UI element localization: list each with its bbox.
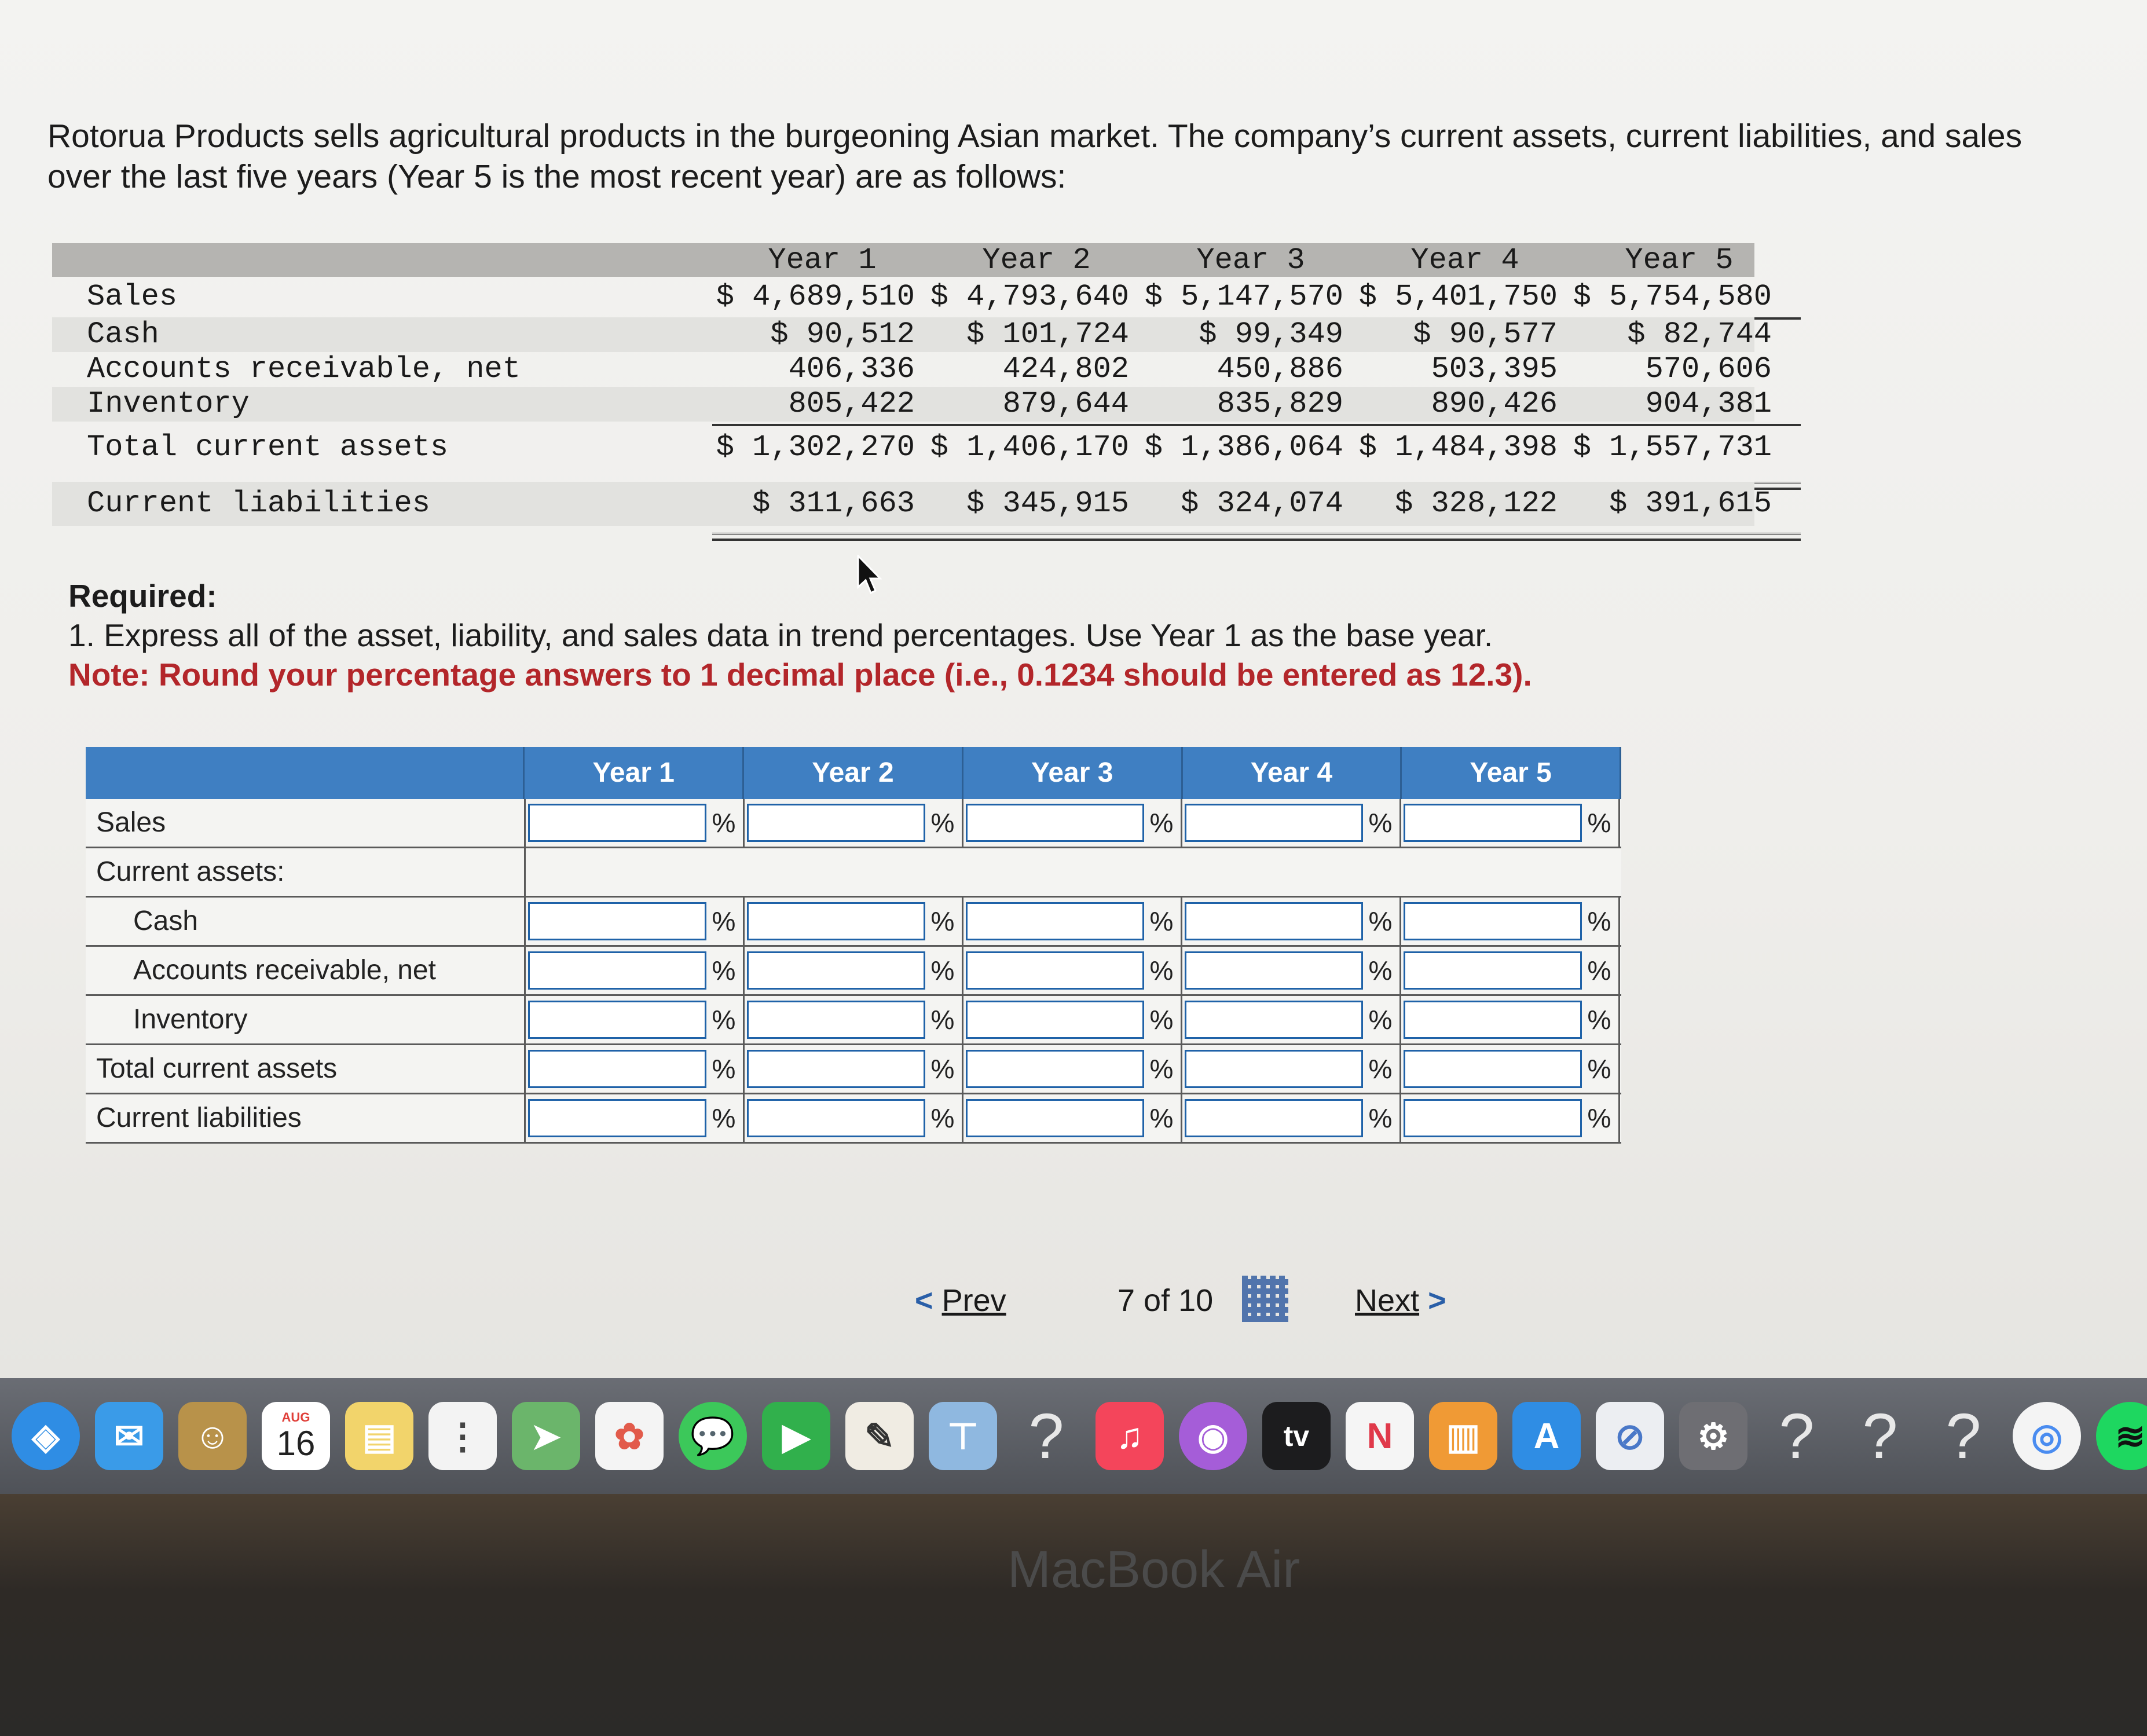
sales-year4-input[interactable] xyxy=(1185,804,1363,842)
question-position: 7 of 10 xyxy=(1118,1283,1214,1318)
grid-year-header: Year 5 xyxy=(1402,747,1621,799)
percent-label: % xyxy=(930,1054,955,1084)
grid-row-label: Cash xyxy=(86,898,526,945)
cash-year2-input[interactable] xyxy=(747,902,925,940)
percent-label: % xyxy=(1368,1054,1393,1084)
cell-value: 503,395 xyxy=(1431,352,1558,386)
cl-year1-input[interactable] xyxy=(528,1099,706,1137)
cell-value: $ 101,724 xyxy=(966,317,1129,351)
laptop-bezel xyxy=(0,1494,2147,1736)
required-heading: Required: xyxy=(68,578,217,614)
ar-year3-input[interactable] xyxy=(966,951,1144,990)
cell-value: $ 1,557,731 xyxy=(1573,430,1772,464)
grid-row-label: Inventory xyxy=(86,996,526,1043)
cell-value: $ 1,406,170 xyxy=(930,430,1129,464)
blocked-app-icon[interactable]: ⊘ xyxy=(1596,1402,1664,1470)
messages-icon[interactable]: 💬 xyxy=(679,1402,747,1470)
grid-year-header: Year 2 xyxy=(744,747,963,799)
percent-label: % xyxy=(1587,1103,1611,1133)
books-icon[interactable]: ▥ xyxy=(1429,1402,1497,1470)
data-row-sales xyxy=(52,277,1772,317)
cell-value: $ 1,484,398 xyxy=(1358,430,1558,464)
cl-year2-input[interactable] xyxy=(747,1099,925,1137)
preview-icon[interactable]: ✎ xyxy=(845,1402,914,1470)
cell-value: $ 328,122 xyxy=(1395,486,1558,521)
percent-label: % xyxy=(712,955,736,986)
data-year-header: Year 1 xyxy=(768,243,877,277)
grid-row-label: Current assets: xyxy=(86,848,526,896)
grid-year-header: Year 1 xyxy=(525,747,744,799)
cell-value: 879,644 xyxy=(1002,387,1129,421)
grid-row-accounts-receivable xyxy=(86,947,1621,996)
data-row-total-current-assets xyxy=(52,427,1772,468)
percent-label: % xyxy=(1149,808,1174,838)
cell-value: $ 345,915 xyxy=(966,486,1129,521)
inventory-year1-input[interactable] xyxy=(528,1001,706,1039)
cash-year4-input[interactable] xyxy=(1185,902,1363,940)
financial-data-table xyxy=(52,243,1772,526)
data-row-cash xyxy=(52,317,1772,352)
cl-year3-input[interactable] xyxy=(966,1099,1144,1137)
percent-label: % xyxy=(1149,906,1174,936)
tca-year2-input[interactable] xyxy=(747,1050,925,1088)
contacts-icon[interactable]: ☺ xyxy=(178,1402,247,1470)
cell-value: 835,829 xyxy=(1217,387,1343,421)
grid-row-current-assets-heading xyxy=(86,848,1621,898)
apple-tv-icon[interactable] xyxy=(1262,1402,1331,1470)
cash-year1-input[interactable] xyxy=(528,902,706,940)
percent-label: % xyxy=(930,1103,955,1133)
cell-value: 424,802 xyxy=(1002,352,1129,386)
cell-value: 890,426 xyxy=(1431,387,1558,421)
unknown-app-icon[interactable]: ? xyxy=(1946,1400,1981,1472)
grid-row-label: Current liabilities xyxy=(86,1094,526,1142)
percent-label: % xyxy=(1149,1103,1174,1133)
grid-row-cash xyxy=(86,898,1621,947)
cell-value: 450,886 xyxy=(1217,352,1343,386)
ar-year2-input[interactable] xyxy=(747,951,925,990)
system-settings-icon[interactable]: ⚙ xyxy=(1679,1402,1747,1470)
news-icon[interactable]: N xyxy=(1346,1402,1414,1470)
percent-label: % xyxy=(930,808,955,838)
cell-value: $ 1,302,270 xyxy=(716,430,915,464)
inventory-year5-input[interactable] xyxy=(1404,1001,1582,1039)
grid-header-blank xyxy=(86,747,525,799)
safari-icon[interactable]: ◈ xyxy=(12,1402,80,1470)
macos-dock xyxy=(0,1378,2147,1494)
grid-row-label: Accounts receivable, net xyxy=(86,947,526,994)
cell-value: $ 5,754,580 xyxy=(1573,280,1772,314)
cell-value: $ 324,074 xyxy=(1181,486,1343,521)
inventory-year4-input[interactable] xyxy=(1185,1001,1363,1039)
inventory-year3-input[interactable] xyxy=(966,1001,1144,1039)
device-brand-label: MacBook Air xyxy=(1007,1541,1300,1599)
table-double-rule xyxy=(712,533,1801,541)
unknown-app-icon[interactable]: ? xyxy=(1862,1400,1898,1472)
next-label: Next xyxy=(1355,1283,1420,1318)
row-label: Cash xyxy=(87,317,159,351)
grid-row-sales xyxy=(86,799,1621,848)
tca-year1-input[interactable] xyxy=(528,1050,706,1088)
intro-paragraph: Rotorua Products sells agricultural products in the burgeoning Asian market. The company’s current assets, current liabilities, and sales over the last five years (Year 5 is the most recent year) are as follows: xyxy=(47,118,2023,195)
tca-year3-input[interactable] xyxy=(966,1050,1144,1088)
notes-icon[interactable]: ▤ xyxy=(345,1402,413,1470)
prev-label: Prev xyxy=(941,1283,1006,1318)
data-table-header xyxy=(52,243,1754,277)
sales-year2-input[interactable] xyxy=(747,804,925,842)
maps-icon[interactable]: ➤ xyxy=(512,1402,580,1470)
cell-value: 805,422 xyxy=(788,387,915,421)
trend-percentage-grid xyxy=(86,747,1621,1144)
cell-value: $ 5,401,750 xyxy=(1358,280,1558,314)
spotify-icon[interactable]: ≋ xyxy=(2096,1402,2147,1470)
percent-label: % xyxy=(1368,1103,1393,1133)
cell-value: $ 99,349 xyxy=(1199,317,1343,351)
inventory-year2-input[interactable] xyxy=(747,1001,925,1039)
cell-value: $ 4,689,510 xyxy=(716,280,915,314)
chevron-right-icon: > xyxy=(1428,1283,1446,1318)
rounding-note: Note: Round your percentage answers to 1 decimal place (i.e., 0.1234 should be entered as 12.3). xyxy=(68,657,1532,693)
tca-year5-input[interactable] xyxy=(1404,1050,1582,1088)
percent-label: % xyxy=(712,906,736,936)
cell-value: $ 90,577 xyxy=(1413,317,1558,351)
data-year-header: Year 4 xyxy=(1410,243,1519,277)
calendar-month: AUG xyxy=(281,1410,310,1424)
cell-value: $ 1,386,064 xyxy=(1144,430,1343,464)
photos-icon[interactable]: ✿ xyxy=(595,1402,664,1470)
required-item: 1. Express all of the asset, liability, and sales data in trend percentages. Use Year 1 as the base year. xyxy=(68,617,1493,653)
percent-label: % xyxy=(1587,955,1611,986)
percent-label: % xyxy=(1587,808,1611,838)
cell-value: $ 311,663 xyxy=(752,486,915,521)
percent-label: % xyxy=(1149,1005,1174,1035)
mail-icon[interactable]: ✉ xyxy=(95,1402,163,1470)
percent-label: % xyxy=(1368,808,1393,838)
calendar-icon[interactable] xyxy=(262,1402,330,1470)
tca-year4-input[interactable] xyxy=(1185,1050,1363,1088)
sales-year1-input[interactable] xyxy=(528,804,706,842)
cell-value: 570,606 xyxy=(1645,352,1772,386)
cell-value: $ 5,147,570 xyxy=(1144,280,1343,314)
next-button[interactable] xyxy=(1355,1283,1494,1319)
data-year-header: Year 3 xyxy=(1196,243,1305,277)
grid-row-label: Total current assets xyxy=(86,1045,526,1093)
prev-button[interactable] xyxy=(915,1283,1042,1319)
data-row-inventory xyxy=(52,387,1772,422)
percent-label: % xyxy=(1368,955,1393,986)
app-store-icon[interactable]: A xyxy=(1512,1402,1581,1470)
cell-value: 406,336 xyxy=(788,352,915,386)
music-icon[interactable]: ♫ xyxy=(1096,1402,1164,1470)
sales-year5-input[interactable] xyxy=(1404,804,1582,842)
grid-row-inventory xyxy=(86,996,1621,1045)
chevron-left-icon: < xyxy=(915,1283,933,1318)
sales-year3-input[interactable] xyxy=(966,804,1144,842)
data-row-current-liabilities xyxy=(52,482,1772,526)
ar-year4-input[interactable] xyxy=(1185,951,1363,990)
podcasts-icon[interactable]: ◉ xyxy=(1179,1402,1247,1470)
row-label: Total current assets xyxy=(87,430,449,464)
cell-value: 904,381 xyxy=(1645,387,1772,421)
percent-label: % xyxy=(1149,955,1174,986)
ar-year1-input[interactable] xyxy=(528,951,706,990)
grid-year-header: Year 4 xyxy=(1183,747,1402,799)
percent-label: % xyxy=(1368,906,1393,936)
percent-label: % xyxy=(712,808,736,838)
percent-label: % xyxy=(712,1103,736,1133)
reminders-icon[interactable]: ⋮ xyxy=(428,1402,497,1470)
cl-year4-input[interactable] xyxy=(1185,1099,1363,1137)
cell-value: $ 4,793,640 xyxy=(930,280,1129,314)
percent-label: % xyxy=(1587,1005,1611,1035)
percent-label: % xyxy=(1149,1054,1174,1084)
question-grid-icon[interactable] xyxy=(1242,1276,1288,1322)
tv-label: tv xyxy=(1283,1420,1310,1452)
cl-year5-input[interactable] xyxy=(1404,1099,1582,1137)
percent-label: % xyxy=(712,1054,736,1084)
percent-label: % xyxy=(1587,1054,1611,1084)
row-label: Accounts receivable, net xyxy=(87,352,521,386)
unknown-app-icon[interactable]: ? xyxy=(1028,1400,1064,1472)
table-rule xyxy=(712,424,1801,426)
chrome-icon[interactable]: ◎ xyxy=(2013,1402,2081,1470)
percent-label: % xyxy=(930,955,955,986)
grid-year-header: Year 3 xyxy=(963,747,1183,799)
row-label: Inventory xyxy=(87,387,250,421)
grid-header xyxy=(86,747,1621,799)
grid-row-label: Sales xyxy=(86,799,526,847)
data-row-accounts-receivable xyxy=(52,352,1772,387)
percent-label: % xyxy=(930,906,955,936)
data-year-header: Year 2 xyxy=(982,243,1091,277)
row-label: Sales xyxy=(87,280,178,314)
grid-row-total-current-assets xyxy=(86,1045,1621,1094)
unknown-app-icon[interactable]: ? xyxy=(1779,1400,1815,1472)
calendar-day: 16 xyxy=(276,1424,316,1463)
cell-value: $ 391,615 xyxy=(1609,486,1772,521)
data-year-header: Year 5 xyxy=(1625,243,1734,277)
cash-year5-input[interactable] xyxy=(1404,902,1582,940)
cash-year3-input[interactable] xyxy=(966,902,1144,940)
grid-row-current-liabilities xyxy=(86,1094,1621,1144)
facetime-icon[interactable]: ▶ xyxy=(762,1402,830,1470)
percent-label: % xyxy=(712,1005,736,1035)
keynote-icon[interactable]: ⊤ xyxy=(929,1402,997,1470)
row-label: Current liabilities xyxy=(87,486,430,521)
cell-value: $ 82,744 xyxy=(1627,317,1772,351)
percent-label: % xyxy=(1587,906,1611,936)
ar-year5-input[interactable] xyxy=(1404,951,1582,990)
required-section xyxy=(68,576,1863,694)
cell-value: $ 90,512 xyxy=(770,317,915,351)
percent-label: % xyxy=(1368,1005,1393,1035)
percent-label: % xyxy=(930,1005,955,1035)
